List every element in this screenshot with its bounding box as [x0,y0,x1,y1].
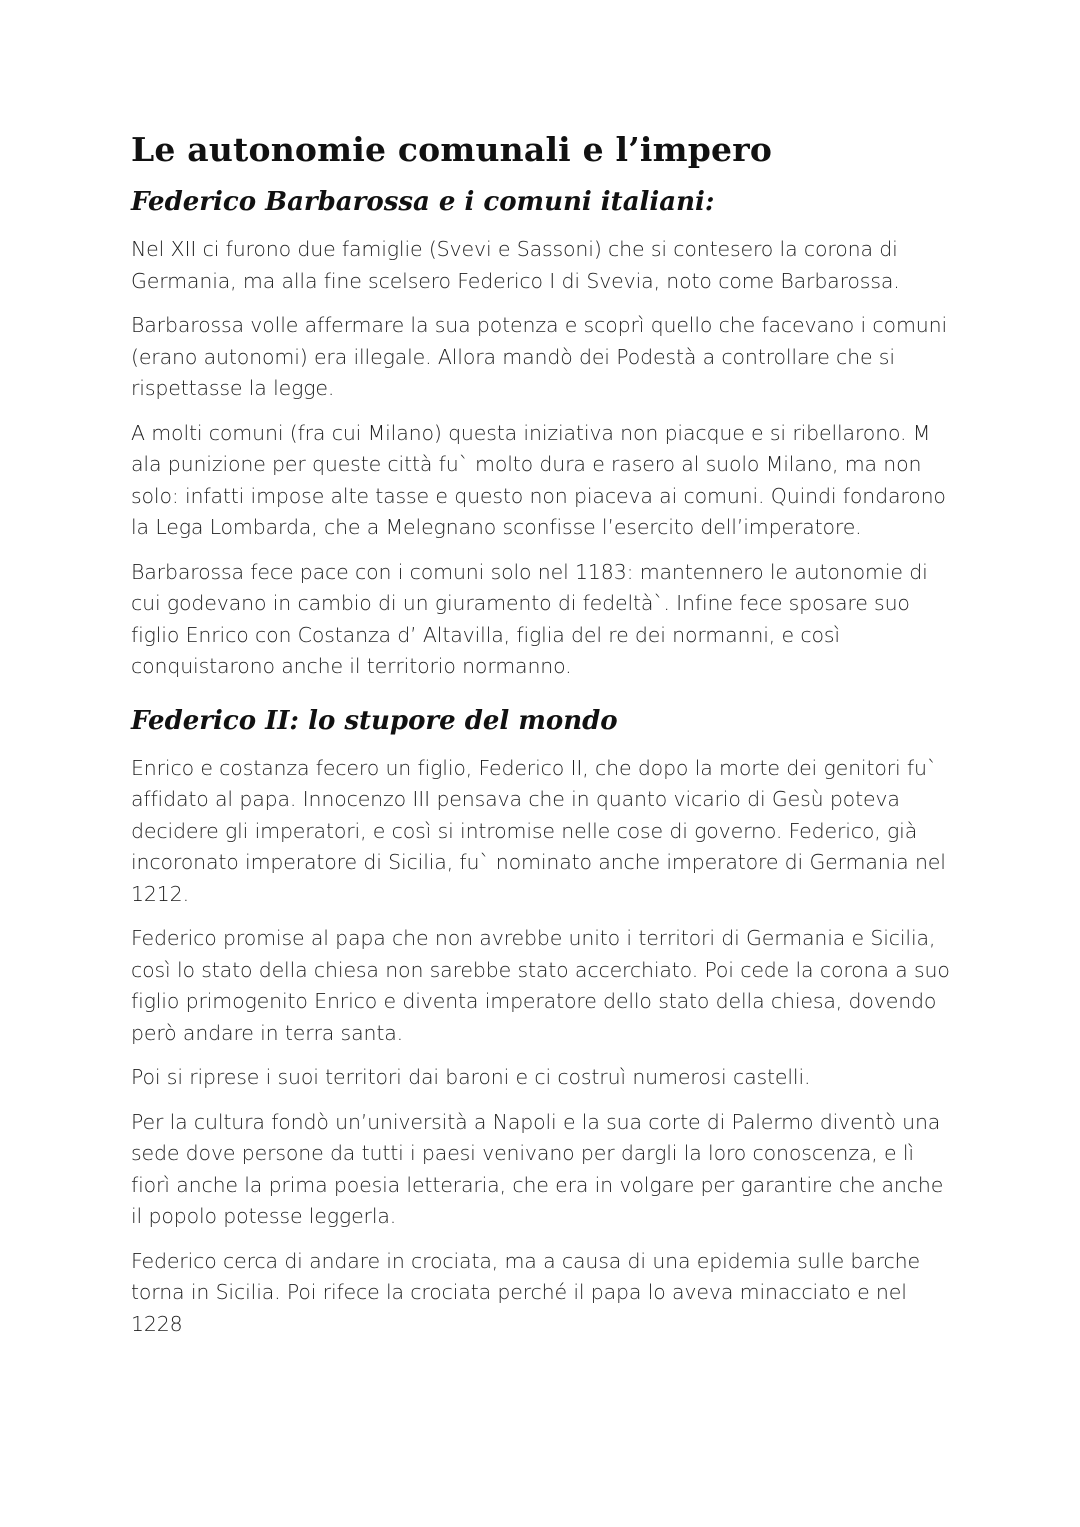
document-title: Le autonomie comunali e l’impero [131,130,773,169]
section-barbarossa [131,182,951,683]
paragraph: Poi si riprese i suoi territori dai baroni e ci costruì numerosi castelli. [131,1065,811,1089]
paragraph: Per la cultura fondò un’università a Napoli e la sua corte di Palermo diventò una sede dove persone da tutti i paesi venivano per dargli la loro conoscenza, e lì fiorì anche la prima poesia letteraria, che era in volgare per garantire che anche il popolo potesse leggerla. [131,1109,944,1228]
paragraph: Barbarossa volle affermare la sua potenza e scoprì quello che facevano i comuni (erano autonomi) era illegale. Allora mandò dei Podestà a controllare che si rispettasse la legge. [131,313,947,400]
paragraph: Enrico e costanza fecero un figlio, Federico II, che dopo la morte dei genitori fu` affidato al papa. Innocenzo III pensava che in quanto vicario di Gesù poteva decidere gli imperatori, e così si intromise nelle cose di governo. Federico, già incoronato imperatore di Sicilia, fu` nominato anche imperatore di Germania nel 1212. [131,755,946,906]
paragraph: A molti comuni (fra cui Milano) questa iniziativa non piacque e si ribellarono. M ala punizione per queste città fu` molto dura e rasero al suolo Milano, ma non solo: infatti impose alte tasse e questo non piaceva ai comuni. Quindi fondarono la Lega Lombarda, che a Melegnano sconfisse l’esercito dell’imperatore. [131,420,946,539]
paragraph: Federico cerca di andare in crociata, ma a causa di una epidemia sulle barche torna in Sicilia. Poi rifece la crociata perché il papa lo aveva minacciato e nel 1228 [131,1248,920,1336]
document-page [131,128,951,1353]
section-heading: Federico II: lo stupore del mondo [131,705,618,736]
section-federico-ii [131,701,951,1341]
paragraph: Federico promise al papa che non avrebbe unito i territori di Germania e Sicilia, così lo stato della chiesa non sarebbe stato accerchiato. Poi cede la corona a suo figlio primogenito Enrico e diventa imperatore dello stato della chiesa, dovendo però andare in terra santa. [131,926,950,1045]
paragraph: Barbarossa fece pace con i comuni solo nel 1183: mantennero le autonomie di cui godevano in cambio di un giuramento di fedeltà`. Infine fece sposare suo figlio Enrico con Costanza d’ Altavilla, figlia del re dei normanni, e così conquistarono anche il territorio normanno. [131,559,928,678]
paragraph: Nel XII ci furono due famiglie (Svevi e Sassoni) che si contesero la corona di Germania, ma alla fine scelsero Federico I di Svevia, noto come Barbarossa. [131,237,900,293]
section-heading: Federico Barbarossa e i comuni italiani: [131,187,715,217]
